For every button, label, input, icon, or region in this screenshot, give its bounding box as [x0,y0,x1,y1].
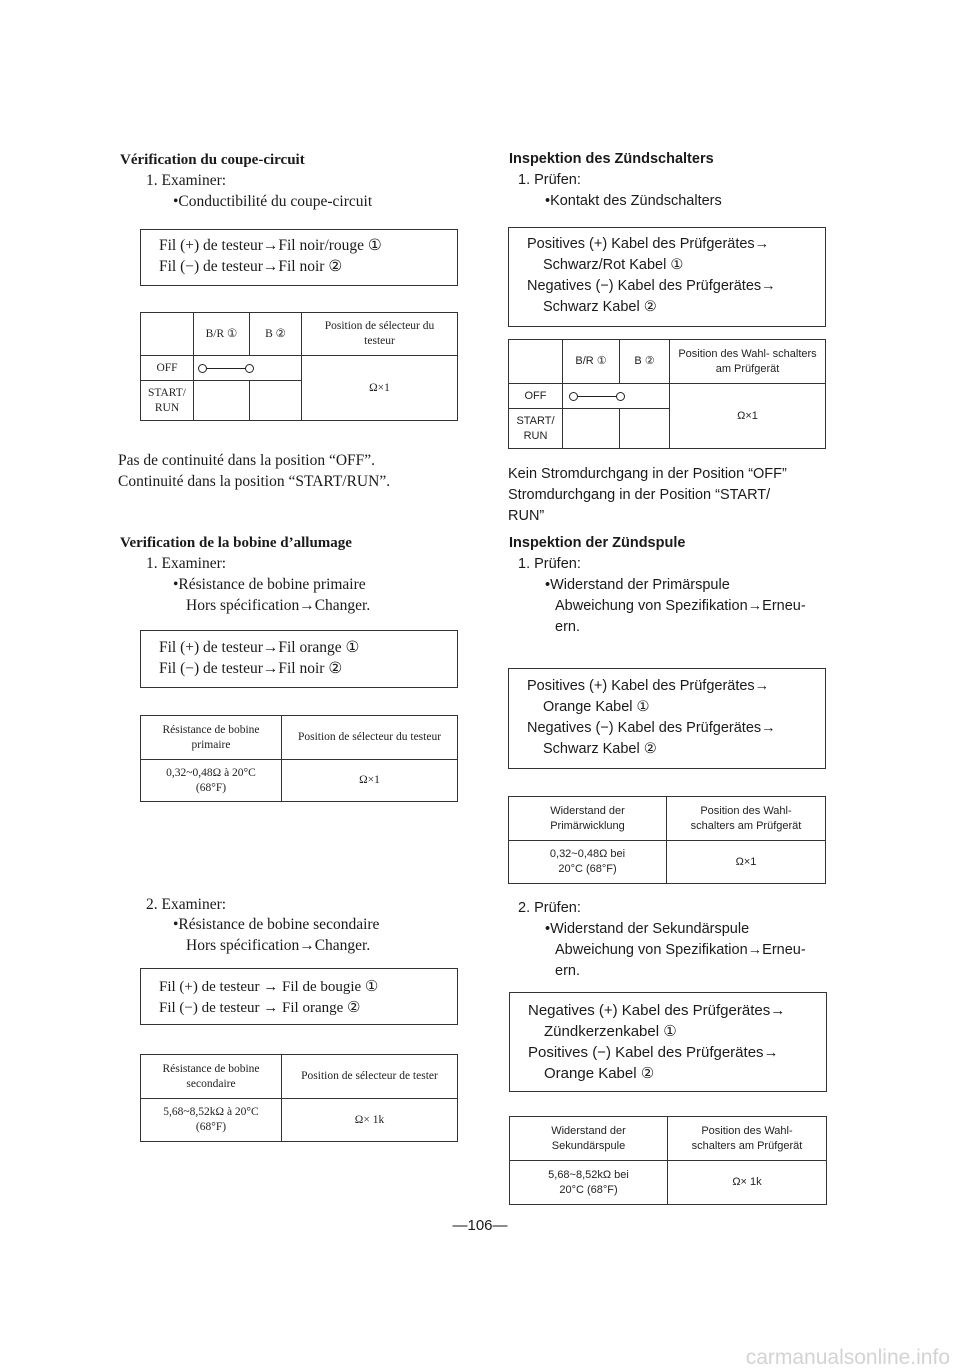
out-of-spec-note: Hors spécification→Changer. [186,937,371,954]
box-line-1: Positives (+) Kabel des Prüfgerätes→ [527,678,770,694]
selector-value: Ω× 1k [282,1099,458,1142]
row-off-label: OFF [141,356,194,381]
step-examine-1: 1. Examiner: [146,172,227,189]
instruction-box-secondary [140,968,458,1025]
row-start-run-label: START/ RUN [509,409,563,449]
selector-value: Ω×1 [302,356,458,421]
empty-cell [563,409,620,449]
box-line-2: Fil (−) de testeur→Fil noir ② [159,258,343,275]
section-title-ignition-coil: Inspektion der Zündspule [509,535,686,551]
resistance-value: 0,32~0,48Ω à 20°C (68°F) [141,760,282,802]
bullet-primary-resistance: •Widerstand der Primärspule [545,577,730,593]
deviation-note: Abweichung von Spezifikation→Erneu- [555,598,806,614]
table-corner [509,340,563,384]
row-start-run-label: START/ RUN [141,381,194,421]
bullet-secondary-resistance: •Widerstand der Sekundärspule [545,921,750,937]
bullet-primary-resistance: •Résistance de bobine primaire [173,576,366,593]
empty-cell [620,409,670,449]
box-line-3: Negatives (−) Kabel des Prüfgerätes→ [527,720,776,736]
header-selector-position: Position de sélecteur du testeur [302,313,458,356]
selector-value: Ω×1 [282,760,458,802]
primary-resistance-table [508,796,826,884]
bullet-secondary-resistance: •Résistance de bobine secondaire [173,916,380,933]
header-br-wire: B/R ① [194,313,250,356]
step-examine-1b: 1. Examiner: [146,555,227,572]
note-no-continuity: Pas de continuité dans la position “OFF”. [118,452,376,469]
primary-resistance-table [140,715,458,802]
box-line-2: Fil (−) de testeur → Fil orange ② [159,1000,361,1016]
instruction-box-secondary [509,992,827,1092]
section-title-cutout: Vérification du coupe-circuit [120,152,305,168]
instruction-box-switch [508,227,826,327]
header-resistance: Widerstand der Sekundärspule [510,1117,668,1161]
secondary-resistance-table [509,1116,827,1205]
selector-value: Ω×1 [670,384,826,449]
box-line-4: Orange Kabel ② [544,1065,655,1082]
header-selector: Position des Wahl- schalters am Prüfgerät [667,797,826,841]
instruction-box-primary [508,668,826,769]
header-selector-position: Position des Wahl- schalters am Prüfgerät [670,340,826,384]
box-line-2: Orange Kabel ① [543,699,650,715]
step-check-1: 1. Prüfen: [518,172,581,188]
step-check-1b: 1. Prüfen: [518,556,581,572]
bullet-contact: •Kontakt des Zündschalters [545,193,722,209]
empty-cell [194,381,250,421]
section-title-ignition-coil: Verification de la bobine d’allumage [120,535,352,551]
header-selector: Position de sélecteur du testeur [282,716,458,760]
secondary-resistance-table [140,1054,458,1142]
bullet-conductivity: •Conductibilité du coupe-circuit [173,193,373,210]
resistance-value: 5,68~8,52kΩ bei 20°C (68°F) [510,1161,668,1205]
box-line-4: Schwarz Kabel ② [543,299,657,315]
instruction-box-primary [140,630,458,688]
header-resistance: Résistance de bobine secondaire [141,1055,282,1099]
note-no-current: Kein Stromdurchgang in der Position “OFF” [508,466,787,482]
page-number: —106— [452,1217,508,1234]
step-check-2: 2. Prüfen: [518,900,581,916]
instruction-box-cutout [140,229,458,286]
header-resistance: Widerstand der Primärwicklung [509,797,667,841]
header-selector: Position des Wahl- schalters am Prüfgerät [668,1117,827,1161]
empty-cell [250,381,302,421]
resistance-value: 5,68~8,52kΩ à 20°C (68°F) [141,1099,282,1142]
selector-value: Ω× 1k [668,1161,827,1205]
note-current-cont: RUN” [508,508,545,524]
step-examine-2: 2. Examiner: [146,896,227,913]
continuity-symbol [563,384,670,409]
continuity-symbol [194,356,302,381]
header-b-wire: B ② [250,313,302,356]
box-line-2: Zündkerzenkabel ① [544,1023,677,1040]
table-corner [141,313,194,356]
box-line-1: Fil (+) de testeur→Fil orange ① [159,639,360,656]
out-of-spec-note: Hors spécification→Changer. [186,597,371,614]
selector-value: Ω×1 [667,841,826,884]
box-line-3: Negatives (−) Kabel des Prüfgerätes→ [527,278,776,294]
deviation-note-cont: ern. [555,619,580,635]
header-selector: Position de sélecteur de tester [282,1055,458,1099]
box-line-3: Positives (−) Kabel des Prüfgerätes→ [528,1044,779,1061]
box-line-1: Negatives (+) Kabel des Prüfgerätes→ [528,1002,786,1019]
box-line-4: Schwarz Kabel ② [543,741,657,757]
continuity-table [508,339,826,449]
note-continuity: Continuité dans la position “START/RUN”. [118,473,391,490]
watermark: carmanualsonline.info [745,1346,950,1369]
box-line-2: Schwarz/Rot Kabel ① [543,257,684,273]
box-line-1: Positives (+) Kabel des Prüfgerätes→ [527,236,770,252]
row-off-label: OFF [509,384,563,409]
box-line-1: Fil (+) de testeur → Fil de bougie ① [159,979,379,995]
header-resistance: Résistance de bobine primaire [141,716,282,760]
box-line-2: Fil (−) de testeur→Fil noir ② [159,660,343,677]
section-title-ignition-switch: Inspektion des Zündschalters [509,151,714,167]
header-br-wire: B/R ① [563,340,620,384]
header-b-wire: B ② [620,340,670,384]
deviation-note: Abweichung von Spezifikation→Erneu- [555,942,806,958]
continuity-table [140,312,458,421]
deviation-note-cont: ern. [555,963,580,979]
box-line-1: Fil (+) de testeur→Fil noir/rouge ① [159,237,382,254]
resistance-value: 0,32~0,48Ω bei 20°C (68°F) [509,841,667,884]
note-current: Stromdurchgang in der Position “START/ [508,487,771,503]
